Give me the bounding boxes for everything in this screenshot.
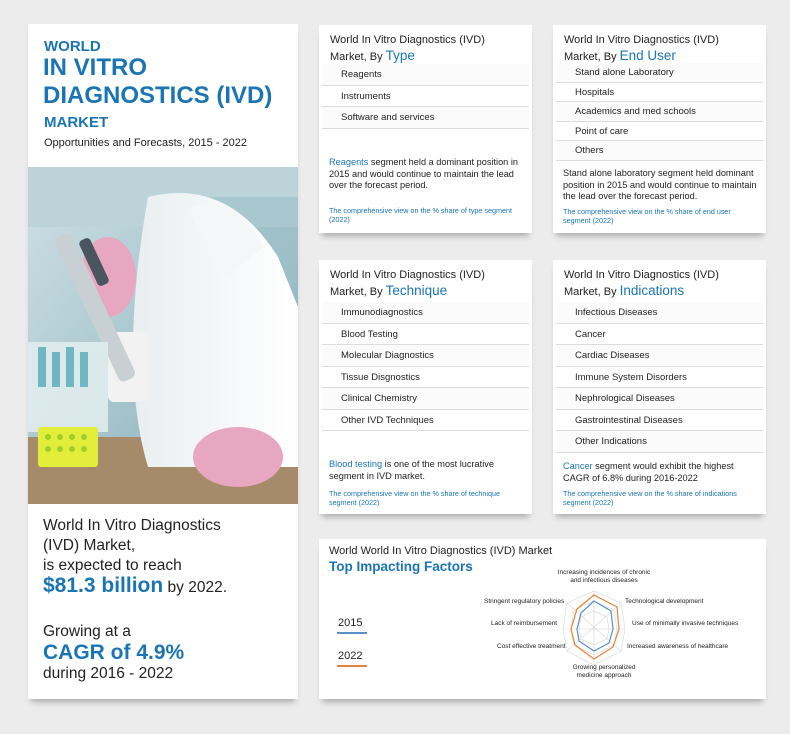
factor-chronic-diseases: Increasing incidences of chronic and infectious diseases — [557, 569, 651, 584]
footnote: The comprehensive view on the % share of technique segment (2022) — [329, 489, 501, 507]
segment-list — [556, 302, 763, 453]
segment-description: Stand alone laboratory segment held dominant position in 2015 and would continue to maintain the lead over the forecast period. — [563, 168, 757, 201]
segment-list — [322, 302, 529, 431]
lab-scene-illustration — [28, 167, 298, 504]
list-item: Others — [556, 141, 763, 161]
segment-card-end-user — [553, 25, 766, 233]
list-item: Other IVD Techniques — [322, 410, 529, 432]
list-item: Hospitals — [556, 83, 763, 103]
list-item: Nephrological Diseases — [556, 388, 763, 410]
list-item: Clinical Chemistry — [322, 388, 529, 410]
segment-card-type — [319, 25, 532, 233]
segment-list — [556, 63, 763, 161]
segment-description: Blood testing is one of the most lucrative segment in IVD market. — [329, 459, 494, 481]
factor-cost-effective: Cost effective treatment — [497, 643, 566, 650]
list-item: Software and services — [322, 107, 529, 129]
list-item: Cardiac Diseases — [556, 345, 763, 367]
list-item: Cancer — [556, 324, 763, 346]
title-market: MARKET — [44, 114, 109, 131]
radar-chart — [561, 589, 627, 667]
list-item: Academics and med schools — [556, 102, 763, 122]
factor-regulatory-policies: Stringent regulatory policies — [484, 598, 565, 605]
factor-lack-of-reimbursement: Lack of reimbursement — [491, 620, 558, 627]
list-item: Gastrointestinal Diseases — [556, 410, 763, 432]
list-item: Reagents — [322, 64, 529, 86]
footnote: The comprehensive view on the % share of end user segment (2022) — [563, 207, 731, 225]
segment-card-indications — [553, 260, 766, 514]
factor-personalized-medicine: Growing personalized medicine approach — [572, 664, 636, 679]
list-item: Molecular Diagnostics — [322, 345, 529, 367]
card-title: World In Vitro Diagnostics (IVD) Market, By Indications — [564, 269, 719, 298]
list-item: Infectious Diseases — [556, 302, 763, 324]
segment-description: Cancer segment would exhibit the highest CAGR of 6.8% during 2016-2022 — [563, 461, 734, 483]
cagr-statement: Growing at a CAGR of 4.9% during 2016 - 2022 — [43, 621, 293, 684]
cagr-value: CAGR of 4.9% — [43, 641, 185, 664]
segment-card-technique — [319, 260, 532, 514]
card-title: World In Vitro Diagnostics (IVD) Market, By Technique — [330, 269, 485, 298]
main-title: IN VITRO DIAGNOSTICS (IVD) — [43, 54, 273, 109]
impacting-factors-card — [319, 539, 766, 699]
card-title: World In Vitro Diagnostics (IVD) Market, By End User — [564, 34, 719, 63]
segment-list — [322, 64, 529, 129]
factors-subtitle: Top Impacting Factors — [329, 559, 473, 574]
summary-panel — [28, 24, 298, 699]
legend-line-2022 — [337, 665, 367, 667]
footnote: The comprehensive view on the % share of indications segment (2022) — [563, 489, 737, 507]
list-item: Other Indications — [556, 431, 763, 453]
title-world: WORLD — [44, 38, 101, 55]
factor-healthcare-awareness: Increased awareness of healthcare — [627, 643, 729, 650]
market-size-statement: World In Vitro Diagnostics (IVD) Market, is expected to reach $81.3 billion by 2022. — [43, 517, 227, 597]
list-item: Stand alone Laboratory — [556, 63, 763, 83]
lab-photo — [28, 167, 298, 504]
factor-technological-development: Technological development — [625, 598, 704, 605]
segment-description: Reagents segment held a dominant position in 2015 and would continue to maintain the lead over the forecast period. — [329, 157, 518, 190]
radar-series-2022 — [571, 595, 619, 659]
legend-line-2015 — [337, 632, 367, 634]
card-title: World In Vitro Diagnostics (IVD) Market, By Type — [330, 34, 485, 63]
list-item: Immune System Disorders — [556, 367, 763, 389]
subtitle: Opportunities and Forecasts, 2015 - 2022 — [44, 137, 248, 149]
list-item: Tissue Disgnostics — [322, 367, 529, 389]
legend-year-2015: 2015 — [338, 617, 363, 629]
factors-title: World World In Vitro Diagnostics (IVD) Market — [329, 545, 553, 557]
legend-year-2022: 2022 — [338, 650, 363, 662]
list-item: Immunodiagnostics — [322, 302, 529, 324]
list-item: Point of care — [556, 122, 763, 142]
footnote: The comprehensive view on the % share of type segment (2022) — [329, 206, 512, 224]
market-value: $81.3 billion — [43, 574, 164, 597]
factor-minimally-invasive: Use of minimally invasive techniques — [632, 620, 739, 627]
list-item: Blood Testing — [322, 324, 529, 346]
list-item: Instruments — [322, 86, 529, 108]
